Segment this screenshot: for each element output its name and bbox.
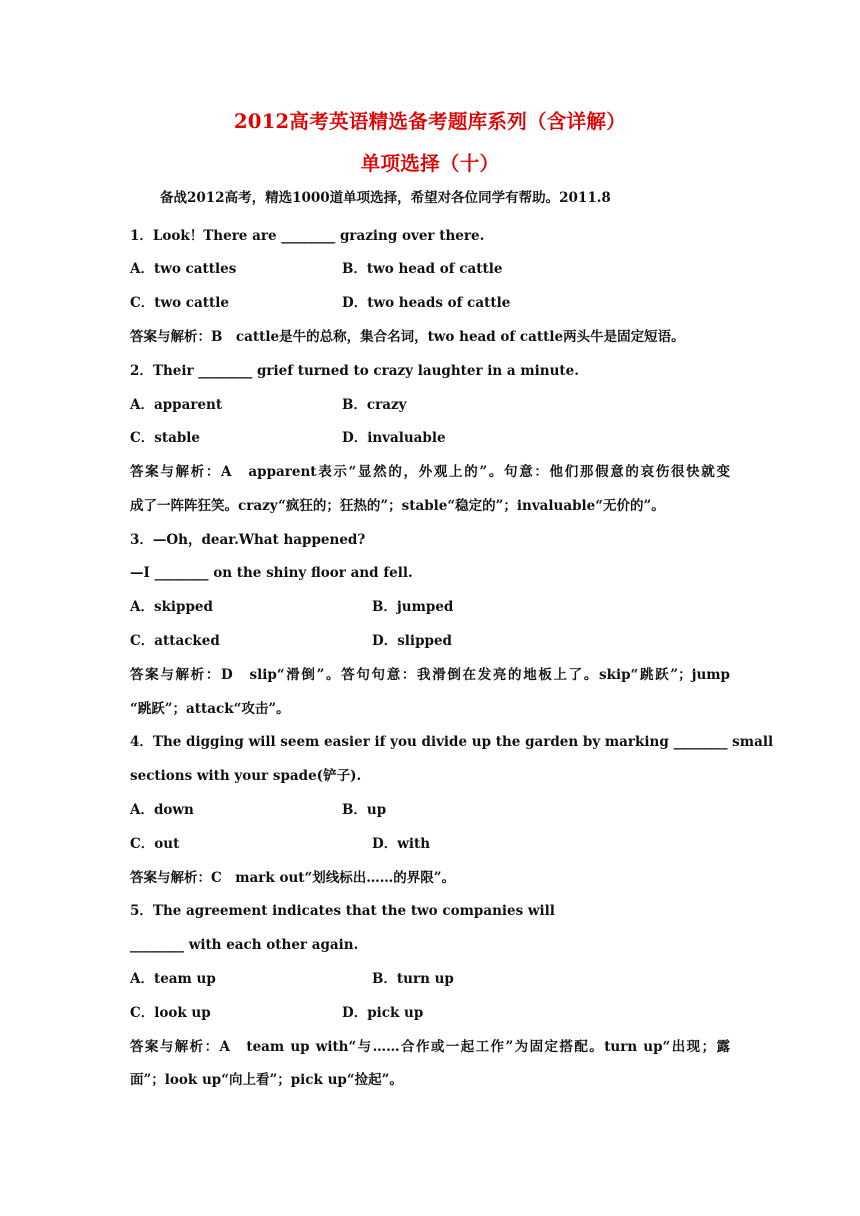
question-1-option-d: D．two heads of cattle [342, 295, 511, 311]
question-4-option-a: A．down [130, 802, 194, 818]
question-4-stem-line-2: sections with your spade(铲子). [130, 768, 362, 784]
question-3-option-c: C．attacked [130, 633, 220, 649]
question-3-options-row-1 [130, 596, 730, 618]
question-4-options-row-2 [130, 833, 730, 855]
question-4-answer: 答案与解析：C mark out“划线标出……的界限”。 [130, 870, 456, 886]
question-3-option-b: B．jumped [372, 599, 454, 615]
question-3-stem-line-1: 3．—Oh，dear.What happened? [130, 532, 366, 548]
question-5-option-a: A．team up [130, 971, 216, 987]
question-2-answer-line-2: 成了一阵阵狂笑。crazy“疯狂的；狂热的”；stable“稳定的”；invaluable“无价的”。 [130, 498, 665, 514]
question-2-option-b: B．crazy [342, 397, 407, 413]
question-2-option-d: D．invaluable [342, 430, 446, 446]
question-2-stem: 2．Their ________ grief turned to crazy laughter in a minute. [130, 363, 579, 379]
question-5-option-d: D．pick up [342, 1005, 424, 1021]
question-4-option-c: C．out [130, 836, 180, 852]
question-3-answer-line-1: 答案与解析：D slip“滑倒”。答句句意：我滑倒在发亮的地板上了。skip“跳跃”；jump [130, 667, 730, 683]
question-5-option-b: B．turn up [372, 971, 454, 987]
question-1-option-a: A．two cattles [130, 261, 237, 277]
question-3-stem-line-2: —I ________ on the shiny floor and fell. [130, 565, 413, 581]
question-3-options-row-2 [130, 630, 730, 652]
document-subtitle: 单项选择（十） [360, 152, 500, 175]
question-2-options-row-2 [130, 427, 730, 449]
question-5-answer-line-1: 答案与解析：A team up with“与……合作或一起工作”为固定搭配。turn up“出现；露 [130, 1039, 730, 1055]
question-4-stem-line-1: 4．The digging will seem easier if you divide up the garden by marking ________ small [130, 734, 774, 750]
question-1-options-row-2 [130, 292, 730, 314]
question-1-stem: 1．Look！There are ________ grazing over there. [130, 228, 485, 244]
question-5-options-row-1 [130, 968, 730, 990]
question-5-option-c: C．look up [130, 1005, 211, 1021]
question-1-answer: 答案与解析：B cattle是牛的总称，集合名词，two head of cattle两头牛是固定短语。 [130, 329, 685, 345]
question-4-option-b: B．up [342, 802, 387, 818]
question-4-option-d: D．with [372, 836, 431, 852]
question-2-answer-line-1: 答案与解析：A apparent表示“显然的，外观上的”。句意：他们那假意的哀伤很快就变 [130, 464, 730, 480]
question-3-option-d: D．slipped [372, 633, 452, 649]
question-3-option-a: A．skipped [130, 599, 213, 615]
document-title: 2012高考英语精选备考题库系列（含详解） [233, 110, 627, 133]
question-5-stem-line-2: ________ with each other again. [130, 937, 359, 953]
question-4-options-row-1 [130, 799, 730, 821]
question-2-option-c: C．stable [130, 430, 200, 446]
intro-text: 备战2012高考，精选1000道单项选择，希望对各位同学有帮助。2011.8 [160, 190, 611, 206]
question-5-options-row-2 [130, 1002, 730, 1024]
question-1-option-b: B．two head of cattle [342, 261, 503, 277]
question-5-stem-line-1: 5．The agreement indicates that the two companies will [130, 903, 555, 919]
question-5-answer-line-2: 面”；look up“向上看”；pick up“捡起”。 [130, 1072, 403, 1088]
question-1-options-row-1 [130, 258, 730, 280]
question-2-options-row-1 [130, 394, 730, 416]
question-1-option-c: C．two cattle [130, 295, 229, 311]
question-3-answer-line-2: “跳跃”；attack“攻击”。 [130, 701, 290, 717]
question-2-option-a: A．apparent [130, 397, 223, 413]
